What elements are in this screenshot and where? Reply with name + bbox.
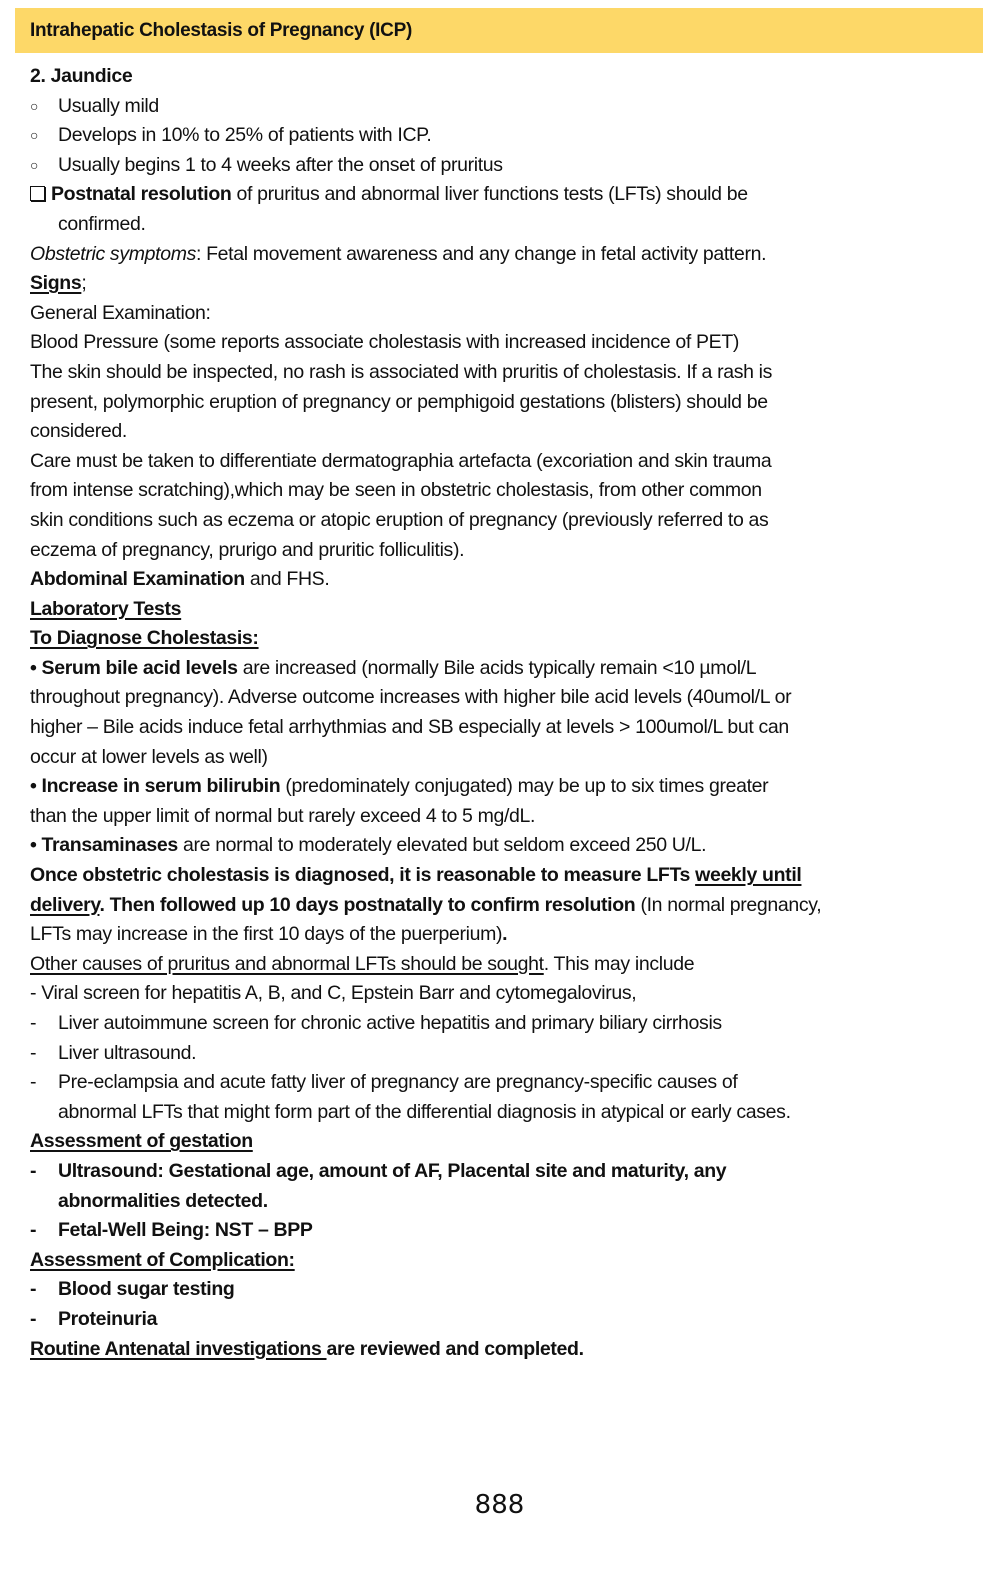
section-title: Intrahepatic Cholestasis of Pregnancy (ICP)	[30, 20, 412, 41]
complication-item: - Proteinuria	[30, 1305, 975, 1335]
section-header-bar	[15, 8, 983, 53]
diagnose-cholestasis-heading: To Diagnose Cholestasis:	[30, 627, 259, 650]
abdominal-examination: Abdominal Examination and FHS.	[30, 568, 330, 591]
jaundice-bullet: ○ Develops in 10% to 25% of patients with ICP.	[30, 121, 975, 151]
care-text: Care must be taken to differentiate dermatographia artefacta (excoriation and skin trauma	[30, 449, 772, 472]
bile-acid-cont: occur at lower levels as well)	[30, 745, 268, 768]
dash-bullet-icon: -	[30, 1278, 37, 1301]
document-body	[30, 62, 975, 1364]
routine-investigations: Routine Antenatal investigations are reviewed and completed.	[30, 1337, 584, 1360]
lft-monitoring-cont: LFTs may increase in the first 10 days of the puerperium).	[30, 923, 508, 946]
other-causes-item: - Liver ultrasound.	[30, 1039, 975, 1069]
gestation-item: - Fetal-Well Being: NST – BPP	[30, 1216, 975, 1246]
bile-acid-cont: throughout pregnancy). Adverse outcome increases with higher bile acid levels (40umol/L or	[30, 686, 792, 709]
bile-acid-cont: higher – Bile acids induce fetal arrhythmias and SB especially at levels > 100umol/L but can	[30, 716, 789, 739]
gestation-heading: Assessment of gestation	[30, 1130, 253, 1153]
care-text: skin conditions such as eczema or atopic eruption of pregnancy (previously referred to as	[30, 508, 769, 531]
other-causes-item-cont: abnormal LFTs that might form part of the differential diagnosis in atypical or early cases.	[58, 1100, 791, 1123]
dash-bullet-icon: -	[30, 1012, 37, 1034]
page-number: 888	[474, 1490, 525, 1520]
blood-pressure-text: Blood Pressure (some reports associate cholestasis with increased incidence of PET)	[30, 331, 740, 354]
dash-bullet-icon: -	[30, 1219, 37, 1242]
other-causes-item: - Pre-eclampsia and acute fatty liver of pregnancy are pregnancy-specific causes of	[30, 1068, 975, 1098]
other-causes-item: - Liver autoimmune screen for chronic active hepatitis and primary biliary cirrhosis	[30, 1009, 975, 1039]
lft-monitoring-cont: delivery. Then followed up 10 days postnatally to confirm resolution (In normal pregnancy,	[30, 893, 822, 916]
bile-acid-item: • Serum bile acid levels are increased (normally Bile acids typically remain <10 µmol/L	[30, 656, 757, 679]
skin-text: The skin should be inspected, no rash is associated with pruritis of cholestasis. If a rash is	[30, 360, 773, 383]
postnatal-resolution-cont: confirmed.	[58, 212, 146, 235]
gestation-item-cont: abnormalities detected.	[58, 1189, 268, 1212]
skin-text: present, polymorphic eruption of pregnancy or pemphigoid gestations (blisters) should be	[30, 390, 768, 413]
circle-bullet-icon: ○	[30, 127, 39, 144]
viral-screen-item: - Viral screen for hepatitis A, B, and C, Epstein Barr and cytomegalovirus,	[30, 982, 637, 1005]
obstetric-symptoms: Obstetric symptoms: Fetal movement awareness and any change in fetal activity pattern.	[30, 242, 767, 265]
dash-bullet-icon: -	[30, 1041, 37, 1064]
checkbox-bullet-icon	[30, 186, 45, 201]
bilirubin-item: • Increase in serum bilirubin (predominately conjugated) may be up to six times greater	[30, 775, 769, 798]
dash-bullet-icon: -	[30, 1307, 37, 1330]
lft-monitoring: Once obstetric cholestasis is diagnosed, it is reasonable to measure LFTs weekly until	[30, 864, 802, 887]
skin-text: considered.	[30, 420, 127, 443]
bilirubin-cont: than the upper limit of normal but rarely exceed 4 to 5 mg/dL.	[30, 804, 536, 827]
transaminases-item: • Transaminases are normal to moderately elevated but seldom exceed 250 U/L.	[30, 834, 707, 857]
complication-item: - Blood sugar testing	[30, 1275, 975, 1305]
jaundice-heading: 2. Jaundice	[30, 65, 133, 87]
gestation-item: - Ultrasound: Gestational age, amount of AF, Placental site and maturity, any	[30, 1157, 975, 1187]
care-text: eczema of pregnancy, prurigo and pruritic folliculitis).	[30, 538, 465, 561]
circle-bullet-icon: ○	[30, 97, 39, 114]
jaundice-bullet: ○ Usually mild	[30, 92, 975, 122]
general-examination: General Examination:	[30, 301, 211, 324]
dash-bullet-icon: -	[30, 1071, 37, 1094]
jaundice-bullet: ○ Usually begins 1 to 4 weeks after the onset of pruritus	[30, 151, 975, 181]
postnatal-resolution-item: Postnatal resolution of pruritus and abnormal liver functions tests (LFTs) should be	[30, 180, 975, 210]
care-text: from intense scratching),which may be seen in obstetric cholestasis, from other common	[30, 479, 762, 502]
signs-heading: Signs;	[30, 272, 87, 295]
complication-heading: Assessment of Complication:	[30, 1248, 295, 1271]
circle-bullet-icon: ○	[30, 156, 39, 173]
other-causes: Other causes of pruritus and abnormal LFTs should be sought. This may include	[30, 952, 695, 975]
lab-tests-heading: Laboratory Tests	[30, 597, 182, 620]
dash-bullet-icon: -	[30, 1159, 37, 1182]
